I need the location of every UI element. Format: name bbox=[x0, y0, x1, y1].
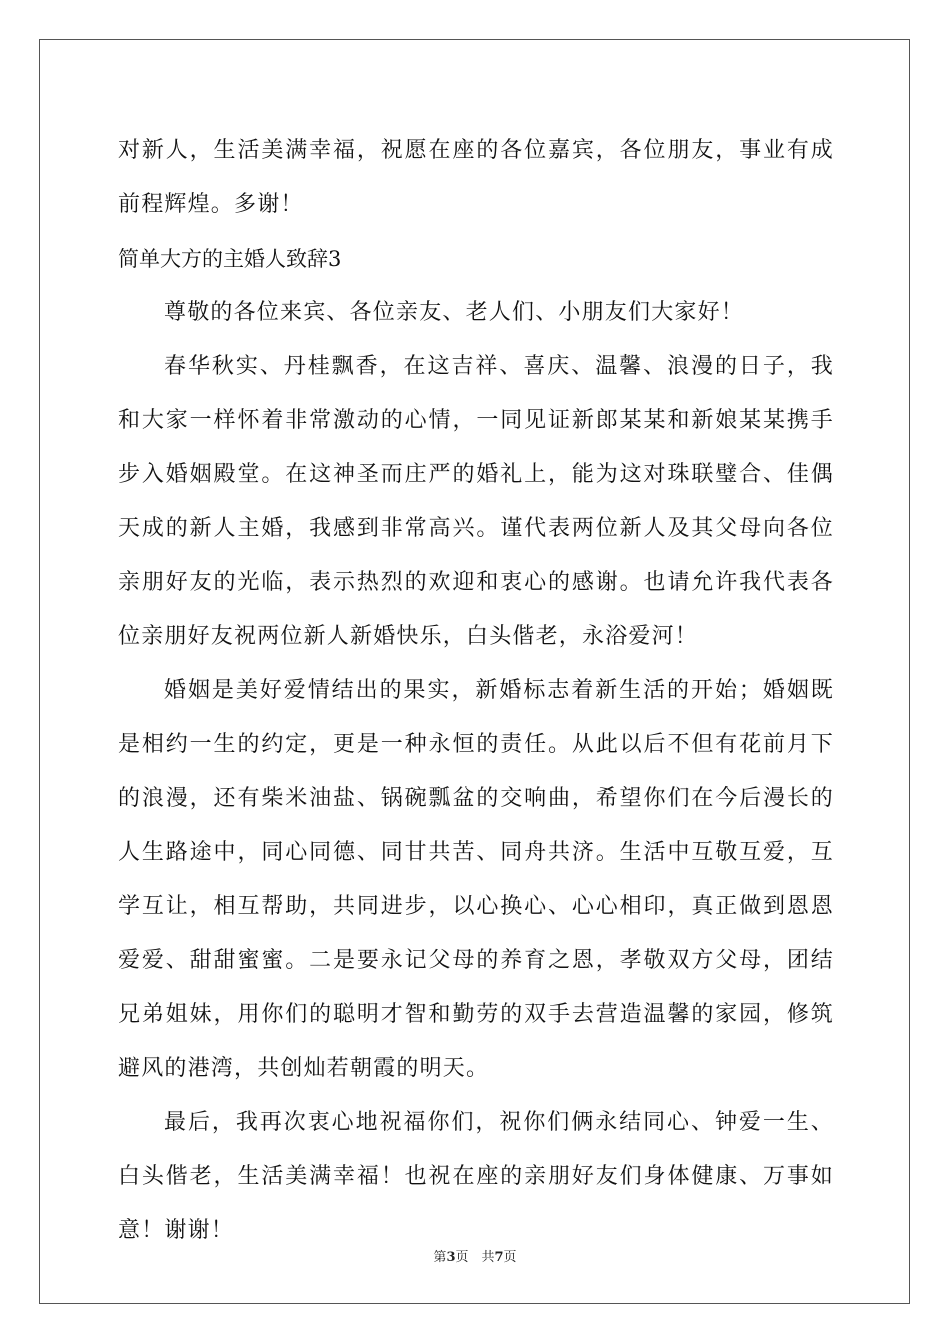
footer-page-mid: 页 共 bbox=[455, 1250, 495, 1265]
footer-page-prefix: 第 bbox=[433, 1250, 447, 1265]
page-footer bbox=[0, 1246, 950, 1265]
continuation-paragraph: 对新人，生活美满幸福，祝愿在座的各位嘉宾，各位朋友，事业有成前程辉煌。多谢！ bbox=[118, 138, 834, 217]
paragraph-opening: 春华秋实、丹桂飘香，在这吉祥、喜庆、温馨、浪漫的日子，我和大家一样怀着非常激动的心情，一同见证新郎某某和新娘某某携手步入婚姻殿堂。在这神圣而庄严的婚礼上，能为这对珠联璧合、佳偶天成的新人主婚，我感到非常高兴。谨代表两位新人及其父母向各位亲朋好友的光临，表示热烈的欢迎和衷心的感谢。也请允许我代表各位亲朋好友祝两位新人新婚快乐，白头偕老，永浴爱河！ bbox=[118, 354, 834, 649]
document-body bbox=[118, 124, 834, 1258]
footer-page-current: 3 bbox=[446, 1250, 456, 1265]
footer-page-total: 7 bbox=[494, 1250, 504, 1265]
footer-page-suffix: 页 bbox=[503, 1250, 517, 1265]
paragraph-marriage: 婚姻是美好爱情结出的果实，新婚标志着新生活的开始；婚姻既是相约一生的约定，更是一种永恒的责任。从此以后不但有花前月下的浪漫，还有柴米油盐、锅碗瓢盆的交响曲，希望你们在今后漫长的人生路途中，同心同德、同甘共苦、同舟共济。生活中互敬互爱，互学互让，相互帮助，共同进步，以心换心、心心相印，真正做到恩恩爱爱、甜甜蜜蜜。二是要永记父母的养育之恩，孝敬双方父母，团结兄弟姐妹，用你们的聪明才智和勤劳的双手去营造温馨的家园，修筑避风的港湾，共创灿若朝霞的明天。 bbox=[118, 678, 834, 1081]
section-title: 简单大方的主婚人致辞3 bbox=[118, 247, 342, 271]
paragraph-greeting: 尊敬的各位来宾、各位亲友、老人们、小朋友们大家好！ bbox=[164, 300, 745, 325]
paragraph-closing: 最后，我再次衷心地祝福你们，祝你们俩永结同心、钟爱一生、白头偕老，生活美满幸福！也祝在座的亲朋好友们身体健康、万事如意！谢谢！ bbox=[118, 1110, 834, 1243]
